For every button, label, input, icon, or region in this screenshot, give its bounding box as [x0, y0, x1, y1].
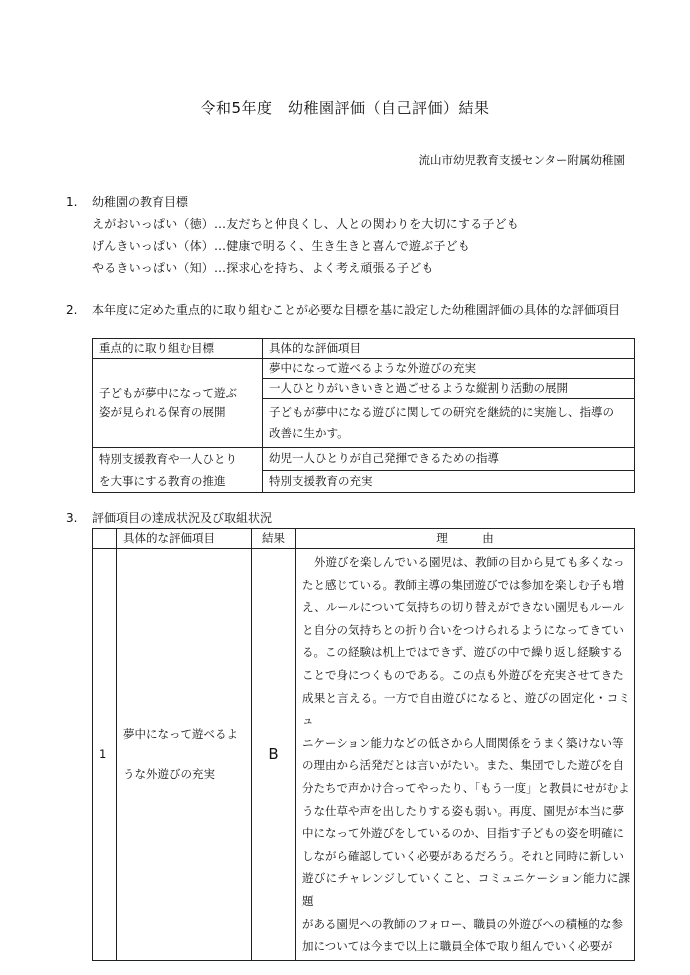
reason-line: しながら確認していく必要があるだろう。それと同時に新しい: [302, 848, 624, 863]
reason-line: 中になって外遊びをしているのか、目指す子どもの姿を明確に: [302, 826, 624, 841]
reason-line: たと感じている。教師主導の集団遊びでは参加を楽しむ子も増: [302, 577, 624, 592]
section3-number: 3.: [66, 511, 78, 525]
section1-title: 幼稚園の教育目標: [92, 195, 189, 209]
goal-cell-line: を大事にする教育の推進: [99, 474, 226, 488]
section1-heading: [66, 193, 188, 210]
reason-line: 加については今まで以上に職員全体で取り組んでいく必要が: [302, 939, 613, 954]
row-number: 1: [93, 549, 117, 961]
goal-cell-2: [93, 448, 263, 493]
item-cell-line: 改善に生かす。: [269, 426, 349, 440]
item-cell: 特別支援教育の充実: [263, 470, 635, 493]
reason-line: え、ルールについて気持ちの切り替えができない園児もルール: [302, 600, 624, 615]
item-cell: 一人ひとりがいきいきと過ごせるような縦割り活動の展開: [263, 379, 635, 399]
goal-line-1: えがおいっぱい（徳）…友だちと仲良くし、人との関わりを大切にする子ども: [92, 217, 520, 231]
table-header-row: [93, 339, 635, 359]
goal-cell-line: 姿が見られる保育の展開: [99, 405, 226, 419]
col-item-header: 具体的な評価項目: [117, 529, 252, 549]
goal-cell-line: 子どもが夢中になって遊ぶ: [99, 386, 237, 400]
goal-cell-line: 特別支援教育や一人ひとり: [99, 452, 237, 466]
reason-line: の理由から活発だとは言いがたい。また、集団でした遊びを自: [302, 758, 624, 773]
reason-line: る。この経験は机上ではできず、遊びの中で繰り返し経験する: [302, 645, 624, 660]
table-row: [93, 448, 635, 471]
goal-line-3: やるきいっぱい（知）…探求心を持ち、よく考え頑張る子ども: [92, 261, 434, 275]
row-reason: [296, 549, 635, 961]
section2-heading: [66, 301, 620, 318]
row-item: [117, 549, 252, 961]
col-reason-header: 理 由: [296, 529, 635, 549]
page-title: 令和5年度 幼稚園評価（自己評価）結果: [200, 99, 490, 117]
item-cell: 夢中になって遊べるような外遊びの充実: [263, 359, 635, 379]
reason-line: と自分の気持ちとの折り合いをつけられるようになってきてい: [302, 622, 624, 637]
col-result-header: 結果: [252, 529, 296, 549]
reason-line: 成果と言える。一方で自由遊びになると、遊びの固定化・コミュ: [302, 690, 630, 728]
row-result: B: [252, 549, 296, 961]
item-cell: 幼児一人ひとりが自己発揮できるための指導: [263, 448, 635, 471]
table-row: [93, 549, 635, 961]
section2-number: 2.: [66, 303, 78, 317]
row-item-line: 夢中になって遊べるよ: [123, 727, 238, 742]
reason-line: がある園児への教師のフォロー、職員の外遊びへの積極的な参: [302, 916, 623, 931]
organization-name: 流山市幼児教育支援センター附属幼稚園: [418, 153, 625, 167]
table-row: [93, 359, 635, 379]
achievement-table: [92, 528, 635, 961]
col-item-header: 具体的な評価項目: [263, 339, 635, 359]
reason-line: ニケーション能力などの低さから人間関係をうまく築けない等: [302, 735, 624, 750]
reason-line: うな仕草や声を出したりする姿も弱い。再度、園児が本当に夢: [302, 803, 624, 818]
goal-line-2: げんきいっぱい（体）…健康で明るく、生き生きと喜んで遊ぶ子ども: [92, 239, 470, 253]
col-no-header: [93, 529, 117, 549]
item-cell: [263, 399, 635, 448]
reason-line: ことで身につくものである。この点も外遊びを充実させてきた: [302, 667, 624, 682]
col-goal-header: 重点的に取り組む目標: [93, 339, 263, 359]
row-item-line: うな外遊びの充実: [123, 767, 215, 782]
reason-line: 分たちで声かけ合ってやったり、「もう一度」と教員にせがむよ: [302, 780, 630, 795]
table-header-row: [93, 529, 635, 549]
item-cell-line: 子どもが夢中になる遊びに関しての研究を継続的に実施し、指導の: [269, 405, 614, 419]
section3-heading: [66, 509, 272, 526]
evaluation-items-table: [92, 338, 635, 493]
section1-number: 1.: [66, 195, 78, 209]
section3-title: 評価項目の達成状況及び取組状況: [92, 511, 273, 525]
reason-line: 外遊びを楽しんでいる園児は、教師の目から見ても多くなっ: [314, 555, 625, 569]
reason-line: 遊びにチャレンジしていくこと、コミュニケーション能力に課題: [302, 871, 630, 908]
section2-title: 本年度に定めた重点的に取り組むことが必要な目標を基に設定した幼稚園評価の具体的な評価項目: [92, 303, 621, 317]
goal-cell-1: [93, 359, 263, 448]
